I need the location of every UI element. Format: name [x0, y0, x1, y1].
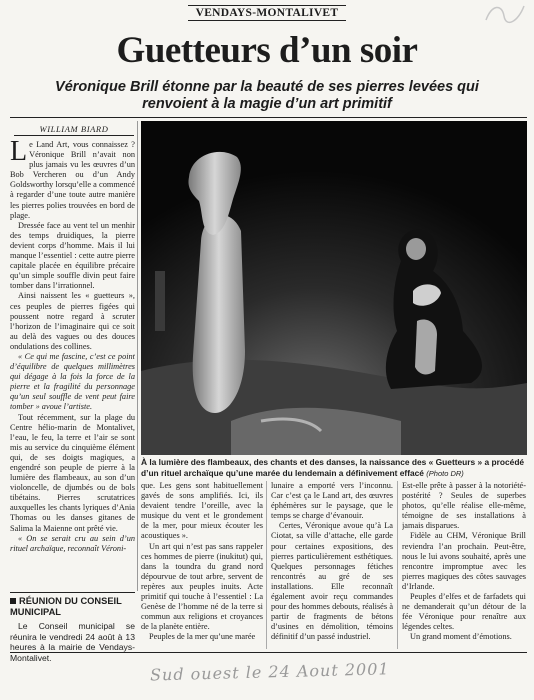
byline: WILLIAM BIARD: [39, 124, 109, 134]
paragraph: Un grand moment d’émotions.: [410, 632, 512, 642]
paragraph-lead: Le Land Art, vous connaissez ? Véronique Brill n’avait non plus jamais vu les œuvres d’un Bob Vercheren ou d’un Andy Goldsworthy lorsqu’elle a commencé à regarder d’une toute autre manière les pierres polies trouvées en bord de plage.: [10, 140, 135, 220]
deck-rule: [10, 117, 527, 118]
paragraph: Est-elle prête à passer à la notoriété-postérité ? Seules de superbes photos, qu’elle réalise elle-même, témoigne de ses installations à jamais disparues.: [402, 481, 526, 531]
caption-text: À la lumière des flambeaux, des chants et des danses, la naissance des « Guetteurs » a procédé d’un rituel archaïque qu’une marée du lendemain a définivement effacé: [141, 457, 525, 478]
paragraph: que. Les gens sont habituellement gavés de sons amplifiés. Ici, ils devaient tendre l’oreille, avec la musique du vent et le grondement de la mer, pour mieux écouter les acoustiques ».: [141, 481, 263, 541]
article-photo: [141, 121, 527, 455]
article-column-2: [141, 481, 263, 651]
box-top-rule: [10, 592, 135, 593]
paragraph-quote: « On se serait cru au sein d’un rituel archaïque, reconnaît Véroni-: [10, 533, 135, 553]
paragraph: Fidèle au CHM, Véronique Brill reviendra l’an prochain. Peut-être, nous le lui avons souhaité, après une rencontre impromptue avec les pierres magiques des côtes sauvages d’Irlande.: [402, 531, 526, 591]
drop-cap: L: [10, 140, 28, 167]
paragraph: Tout récemment, sur la plage du Centre hélio-marin de Montalivet, l’eau, le feu, la terre et l’air se sont mis au service du cinquième élément qui, de ses doigts magiques, a engendré son peuple de pierre à la lumière des flambeaux, au son d’un violoncelle, de djumbés ou de bols tibétains. Pierres scrutatrices auxquelles les chants lyriques d’Ania Thomas ou les danses gitanes de Salima la Maienne ont prêté vie.: [10, 412, 135, 533]
box-text: Le Conseil municipal se réunira le vendredi 24 août à 13 heures à la mairie de Vendays-Montalivet.: [10, 621, 135, 663]
headline: Guetteurs d’un soir: [116, 30, 418, 71]
handwritten-note: Sud ouest le 24 Aout 2001: [149, 659, 390, 685]
paragraph: Dressée face au vent tel un menhir des temps druidiques, la pierre devient corps d’homme. Mais il lui manque l’essentiel : cette autre pierre capitale placée en équilibre précaire qu’un simple souffle divin peut faire tomber dans l’irrationnel.: [10, 220, 135, 291]
section-label: VENDAYS-MONTALIVET: [188, 5, 347, 21]
paragraph: Certes, Véronique avoue qu’à La Ciotat, sa ville d’attache, elle garde pour certaines expositions, des pierres particulièrement esthétiques. Quelques personnages fétiches rencontrés au gré de ses installations. Elle reconnaît également avoir reçu commandes pour des hommes debouts, réalisés à partir de fragments de bétons d’usines en démolition, témoins définitif d’un passé industriel.: [271, 521, 393, 642]
column-rule: [266, 481, 267, 649]
paragraph: Un art qui n’est pas sans rappeler ces hommes de pierre (inukitut) qui, dans la toundra du grand nord dépourvue de tout arbre, servent de repères aux peuples inuits. Acte primitif qui touche à l’essentiel : La Genèse de l’homme né de la terre si commun aux religions et croyances de la planète entière.: [141, 541, 263, 632]
paragraph: Peuples d’elfes et de farfadets qui ne demanderait qu’un détour de la fée Véronique pour renaître aux légendes celtes.: [402, 592, 526, 632]
paragraph-quote: « Ce qui me fascine, c’est ce point d’équilibre de quelques millimètres qui dégage à la fois la force de la pierre et la fragilité du personnage qu’un seul souffle de vent peut faire tomber » avoue l’artiste.: [10, 351, 135, 412]
paragraph: Peuples de la mer qu’une marée: [149, 632, 256, 642]
column-rule: [137, 121, 138, 591]
article-column-4: [402, 481, 526, 651]
section-header: [0, 3, 534, 21]
column-rule: [397, 481, 398, 649]
photo-credit: (Photo DR): [426, 468, 464, 478]
square-bullet-icon: [10, 598, 16, 604]
photo-stone-figures: [141, 121, 527, 455]
article-column-3: [271, 481, 393, 651]
deck-subtitle: Véronique Brill étonne par la beauté de ses pierres levées qui renvoient à la magie d’un art primitif: [55, 79, 479, 112]
council-notice-box: [10, 596, 135, 663]
photo-caption: [141, 457, 525, 479]
box-title: RÉUNION DU CONSEIL MUNICIPAL: [10, 596, 122, 617]
byline-rule: [14, 135, 134, 136]
article-column-1: [10, 140, 135, 590]
paragraph: lunaire a emporté vers l’inconnu. Car c’est ça le Land art, des œuvres éphémères sur le paysage, que le temps se charge d’évanouir.: [271, 481, 393, 521]
bottom-rule: [10, 652, 527, 653]
paragraph: Ainsi naissent les « guetteurs », ces peuples de pierres figées qui poussent notre regard à scruter l’horizon de l’imaginaire qui ce soit au delà des vagues ou des douces ondulations des collines.: [10, 291, 135, 351]
